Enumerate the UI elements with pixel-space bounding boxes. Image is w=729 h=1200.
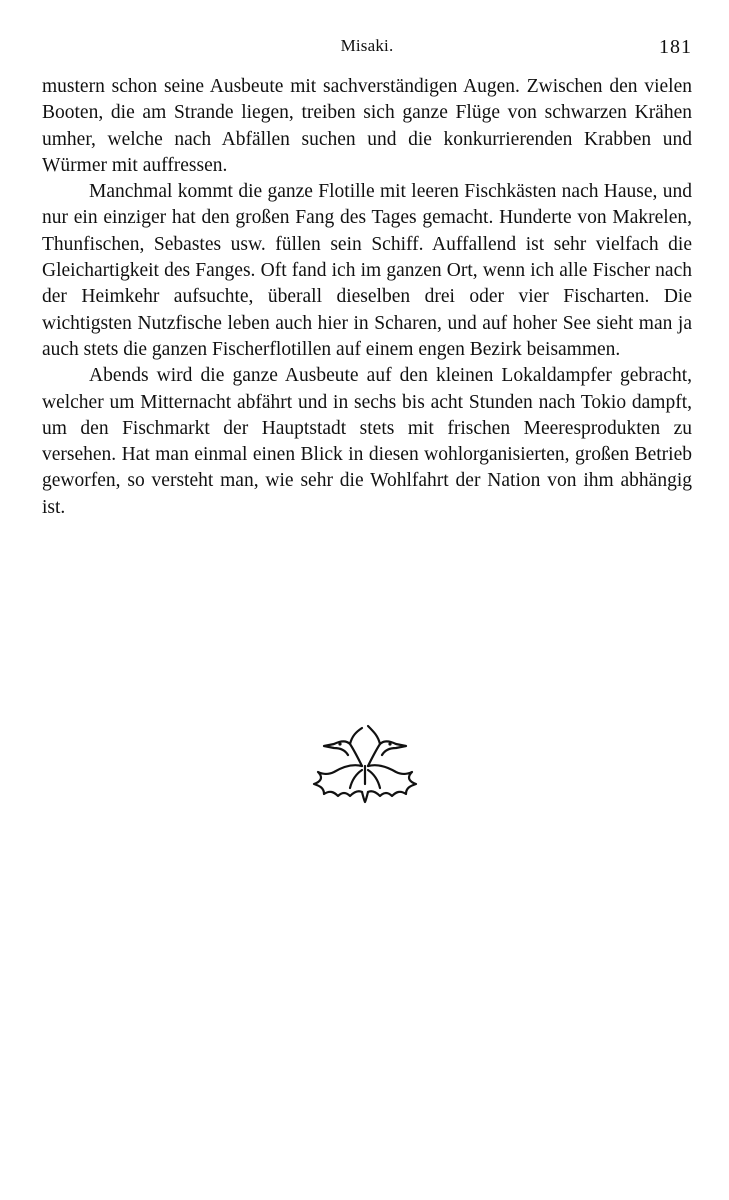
center-body — [362, 792, 368, 802]
paragraph-continued: mustern schon seine Ausbeute mit sachverständigen Augen. Zwischen den vielen Booten, die am Strande liegen, treiben sich ganze Flüge von schwarzen Krähen umher, welche nach Abfällen suchen und die konkurrierenden Krabben und Würmer mit auffressen. — [42, 76, 692, 176]
right-crane-crest — [368, 726, 380, 744]
left-crane-wing — [314, 765, 362, 796]
body-text — [42, 74, 692, 521]
left-crane-inner — [350, 770, 362, 788]
two-cranes-vignette-icon — [310, 722, 420, 804]
paragraph-flotilla: Manchmal kommt die ganze Flotille mit leeren Fischkästen nach Hause, und nur ein einziger hat den großen Fang des Tages gemacht. Hunderte von Makrelen, Thunfischen, Sebastes usw. füllen sein Schiff. Auffallend ist sehr vielfach die Gleichartigkeit des Fanges. Oft fand ich im ganzen Ort, wenn ich alle Fischer nach der Heimkehr aufsuchte, überall dieselben drei oder vier Fischarten. Die wichtigsten Nutzfische leben auch hier in Scharen, und auf hoher See sieht man ja auch stets die ganzen Fischerflotillen auf einem engen Bezirk beisammen. — [42, 181, 692, 360]
right-crane-wing — [368, 765, 416, 796]
left-crane-crest — [350, 728, 362, 744]
running-title: Misaki. — [340, 36, 394, 55]
running-head — [42, 36, 692, 62]
left-crane-neck — [324, 741, 362, 766]
right-crane-inner — [368, 770, 380, 788]
page-number: 181 — [659, 36, 692, 58]
right-crane-neck — [368, 741, 406, 766]
paragraph-evening: Abends wird die ganze Ausbeute auf den kleinen Lokaldampfer gebracht, welcher um Mitternacht abfährt und in sechs bis acht Stunden nach Tokio dampft, um den Fischmarkt der Hauptstadt stets mit frischen Meeresprodukten zu versehen. Hat man einmal einen Blick in diesen wohlorganisierten, großen Betrieb geworfen, so versteht man, wie sehr die Wohlfahrt der Nation von ihm abhängig ist. — [42, 365, 692, 518]
